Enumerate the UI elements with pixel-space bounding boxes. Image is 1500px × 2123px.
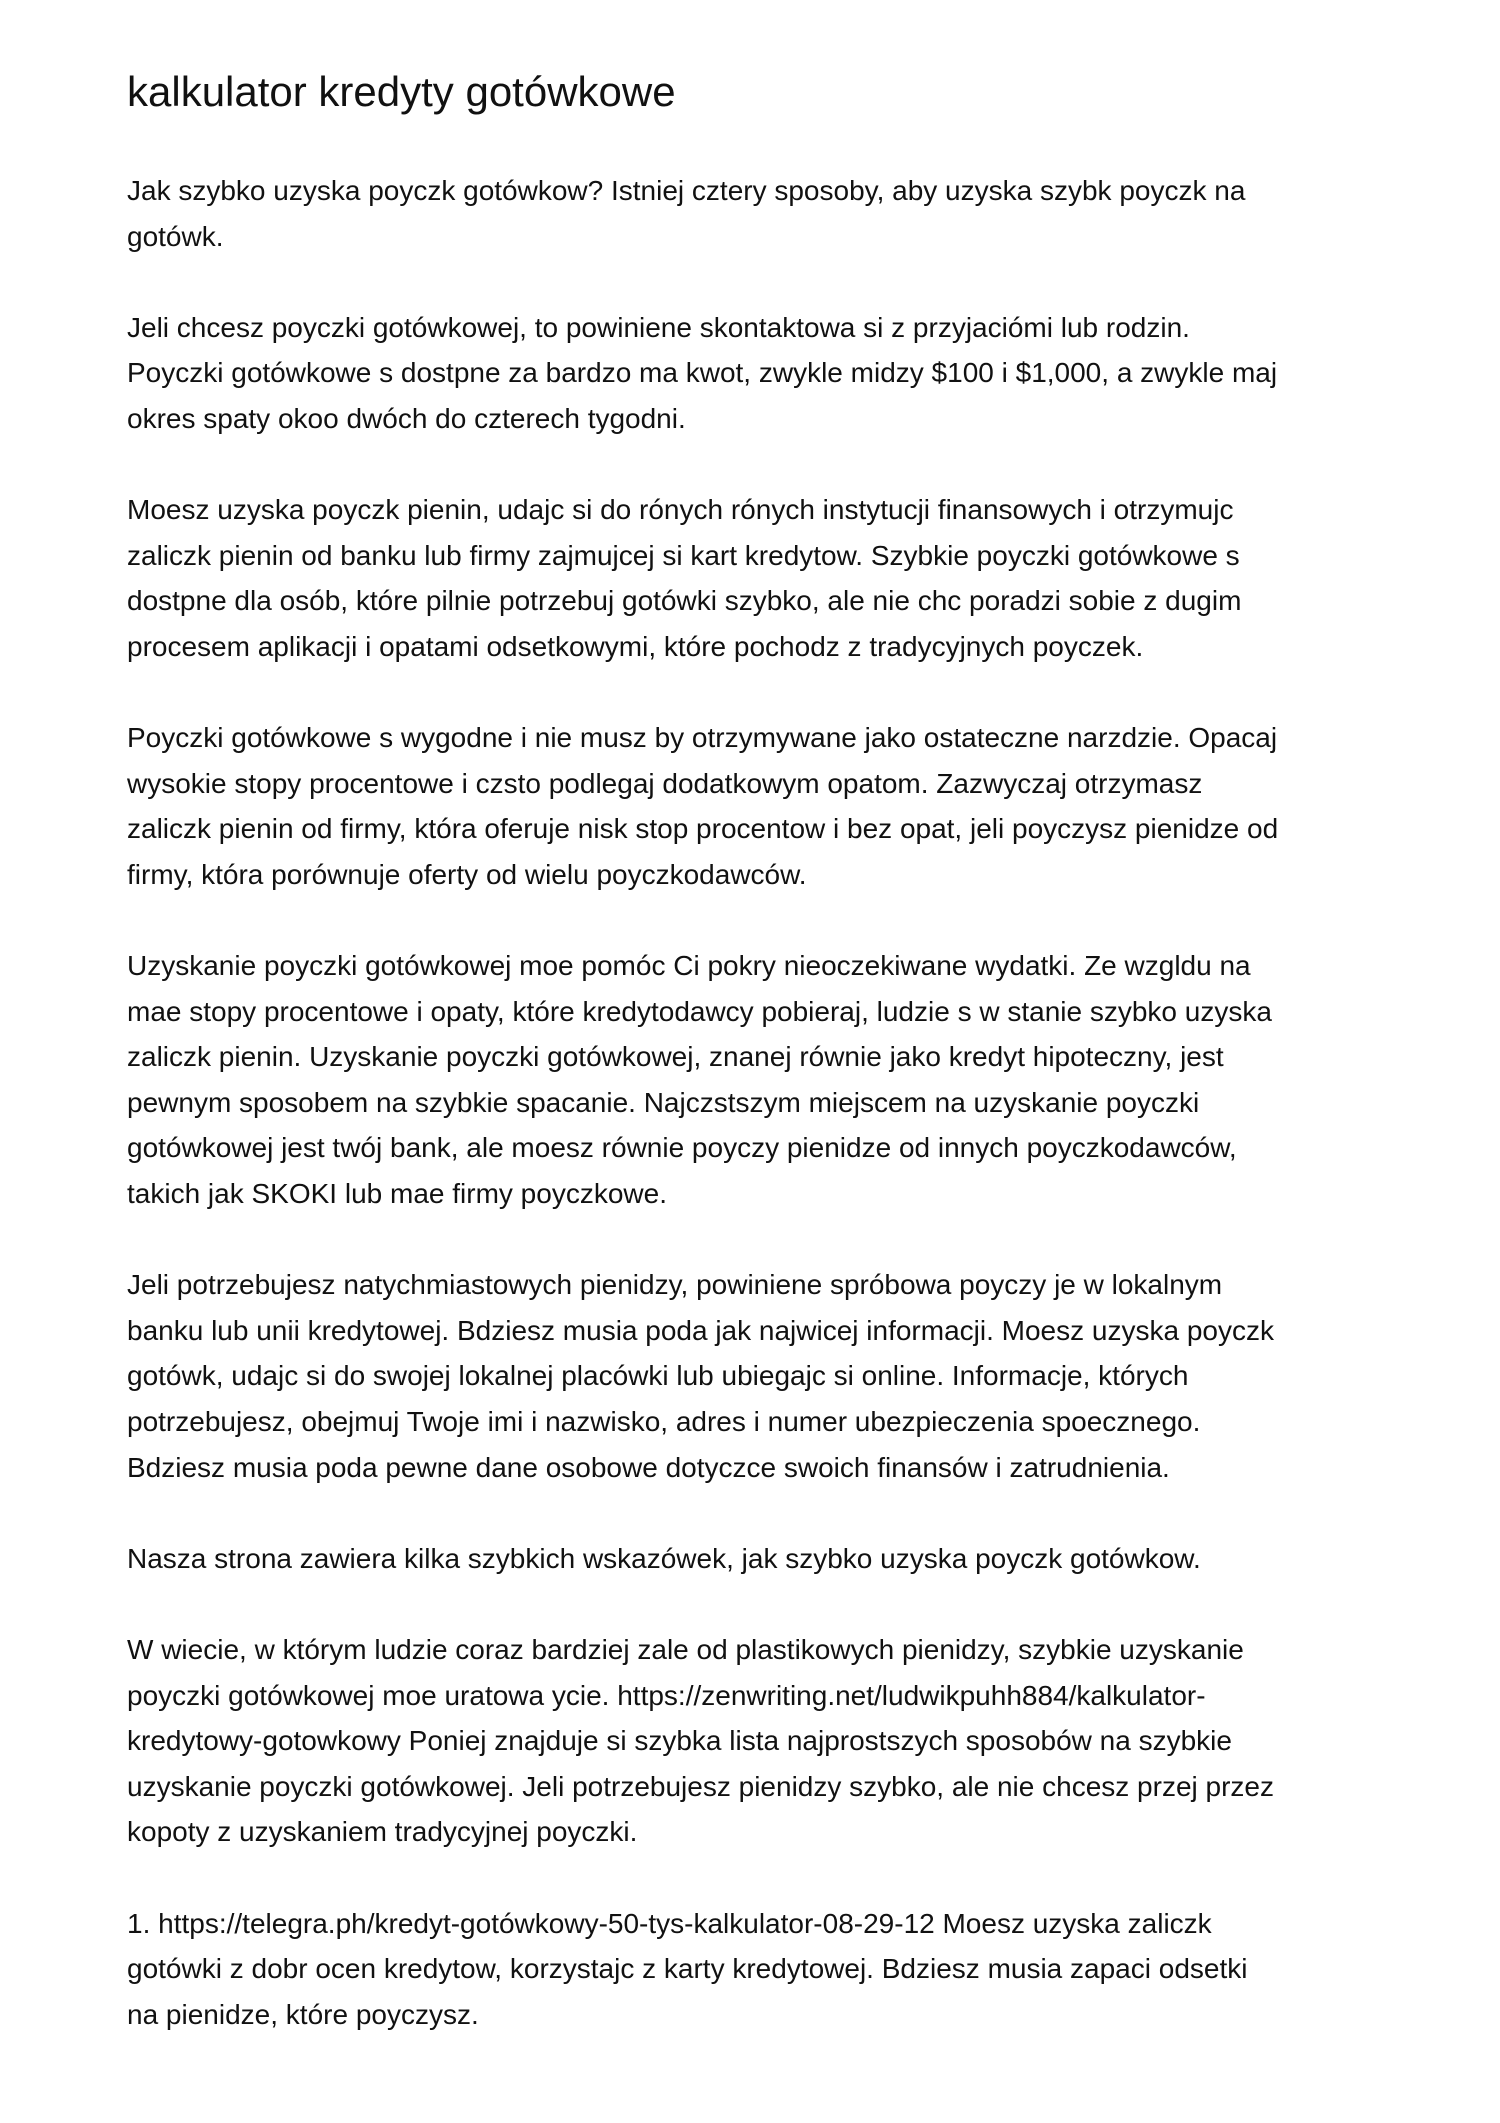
text-line: kopoty z uzyskaniem tradycyjnej poyczki. [127, 1816, 638, 1848]
text-line: banku lub unii kredytowej. Bdziesz musia poda jak najwicej informacji. Moesz uzyska poyczk [127, 1314, 1274, 1346]
text-line: Bdziesz musia poda pewne dane osobowe dotyczce swoich finansów i zatrudnienia. [127, 1451, 1170, 1483]
text-line: Poyczki gotówkowe s dostpne za bardzo ma kwot, zwykle midzy $100 i $1,000, a zwykle maj [127, 357, 1278, 389]
text-line: gotówk. [127, 220, 224, 252]
text-line: zaliczk pienin od firmy, która oferuje nisk stop procentow i bez opat, jeli poyczysz pienidze od [127, 813, 1279, 845]
paragraph [127, 1901, 1397, 2038]
text-line: Jak szybko uzyska poyczk gotówkow? Istniej cztery sposoby, aby uzyska szybk poyczk na [127, 175, 1246, 206]
text-line: na pienidze, które poyczysz. [127, 1998, 479, 2030]
paragraph [127, 168, 1397, 259]
text-line: firmy, która porównuje oferty od wielu poyczkodawców. [127, 858, 807, 890]
text-line: takich jak SKOKI lub mae firmy poyczkowe. [127, 1178, 667, 1210]
paragraph [127, 943, 1397, 1217]
text-line: mae stopy procentowe i opaty, które kredytodawcy pobieraj, ludzie s w stanie szybko uzyska [127, 995, 1272, 1027]
text-line: kredytowy-gotowkowy Poniej znajduje si szybka lista najprostszych sposobów na szybkie [127, 1725, 1232, 1757]
text-line: gotówk, udajc si do swojej lokalnej placówki lub ubiegajc si online. Informacje, których [127, 1360, 1189, 1392]
text-line: Jeli potrzebujesz natychmiastowych pienidzy, powiniene spróbowa poyczy je w lokalnym [127, 1269, 1223, 1301]
paragraph [127, 1262, 1397, 1490]
text-line: Poyczki gotówkowe s wygodne i nie musz by otrzymywane jako ostateczne narzdzie. Opacaj [127, 722, 1278, 754]
text-line: gotówki z dobr ocen kredytow, korzystajc z karty kredytowej. Bdziesz musia zapaci odsetki [127, 1953, 1248, 1985]
text-line: W wiecie, w którym ludzie coraz bardziej zale od plastikowych pienidzy, szybkie uzyskanie [127, 1634, 1244, 1665]
text-line: zaliczk pienin. Uzyskanie poyczki gotówkowej, znanej równie jako kredyt hipoteczny, jest [127, 1041, 1224, 1073]
text-line: Jeli chcesz poyczki gotówkowej, to powiniene skontaktowa si z przyjaciómi lub rodzin. [127, 311, 1190, 343]
text-line: dostpne dla osób, które pilnie potrzebuj gotówki szybko, ale nie chc poradzi sobie z dugim [127, 585, 1242, 617]
text-line: wysokie stopy procentowe i czsto podlegaj dodatkowym opatom. Zazwyczaj otrzymasz [127, 767, 1203, 799]
paragraph [127, 487, 1397, 669]
text-line: Uzyskanie poyczki gotówkowej moe pomóc Ci pokry nieoczekiwane wydatki. Ze wzgldu na [127, 950, 1251, 982]
text-line: gotówkowej jest twój bank, ale moesz równie poyczy pienidze od innych poyczkodawców, [127, 1132, 1237, 1164]
text-line: potrzebujesz, obejmuj Twoje imi i nazwisko, adres i numer ubezpieczenia spoecznego. [127, 1406, 1201, 1438]
text-line: 1. https://telegra.ph/kredyt-gotówkowy-50-tys-kalkulator-08-29-12 Moesz uzyska zaliczk [127, 1907, 1212, 1939]
text-line: uzyskanie poyczki gotówkowej. Jeli potrzebujesz pienidzy szybko, ale nie chcesz przej przez [127, 1770, 1274, 1802]
text-line: pewnym sposobem na szybkie spacanie. Najczstszym miejscem na uzyskanie poyczki [127, 1086, 1200, 1118]
paragraph [127, 715, 1397, 897]
text-line: zaliczk pienin od banku lub firmy zajmujcej si kart kredytow. Szybkie poyczki gotówkowe s [127, 539, 1240, 571]
text-line: Nasza strona zawiera kilka szybkich wskazówek, jak szybko uzyska poyczk gotówkow. [127, 1542, 1201, 1574]
paragraph [127, 1627, 1397, 1855]
paragraph [127, 305, 1397, 442]
page-title: kalkulator kredyty gotówkowe [127, 68, 676, 115]
document-body [127, 168, 1397, 2083]
text-line: procesem aplikacji i opatami odsetkowymi, które pochodz z tradycyjnych poyczek. [127, 630, 1144, 662]
text-line: okres spaty okoo dwóch do czterech tygodni. [127, 402, 686, 434]
paragraph [127, 1536, 1397, 1582]
text-line: Moesz uzyska poyczk pienin, udajc si do rónych rónych instytucji finansowych i otrzymujc [127, 494, 1234, 526]
text-line: poyczki gotówkowej moe uratowa ycie. https://zenwriting.net/ludwikpuhh884/kalkulator- [127, 1679, 1206, 1711]
